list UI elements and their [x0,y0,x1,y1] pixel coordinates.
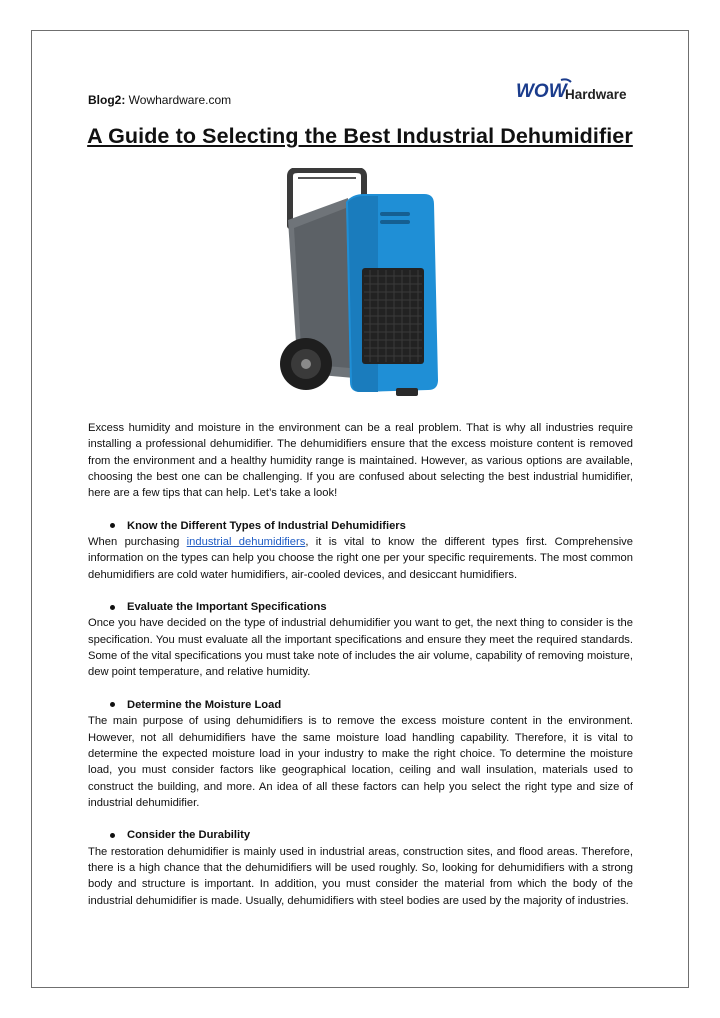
article-content [88,420,633,909]
industrial-dehumidifiers-link[interactable]: industrial dehumidifiers [186,536,306,549]
section-durability [88,827,633,909]
section-types [88,518,633,583]
section-heading [88,697,633,713]
bullet-icon [110,605,115,610]
section-heading-text: Determine the Moisture Load [127,698,282,711]
blog-line [88,93,231,107]
blog-label: Blog2: [88,93,126,107]
section-heading [88,518,633,534]
section-heading [88,599,633,615]
bullet-icon [110,833,115,838]
section-heading-text: Know the Different Types of Industrial Dehumidifiers [127,519,406,532]
intro-paragraph: Excess humidity and moisture in the environment can be a real problem. That is why all industries require installing a professional dehumidifier. The dehumidifiers ensure that the excess moisture content is removed from the environment and a healthy humidity range is maintained. However, as various options are available, choosing the best one can be challenging. If you are confused about selecting the best industrial humidifier, here are a few tips that can help. Let’s take a look! [88,422,633,500]
logo-text-secondary: Hardware [565,87,627,102]
body-text-after-link: , it is vital to know the different types first. Comprehensive information on the types can help you choose the right one per your specific requirements. The most common dehumidifiers are cold water humidifiers, air-cooled devices, and desiccant humidifiers. [88,536,633,581]
bullet-icon [110,523,115,528]
section-heading-text: Evaluate the Important Specifications [127,601,327,614]
body-text-before-link: When purchasing [88,536,187,549]
logo-text-primary: WOW [516,81,567,102]
page-title: A Guide to Selecting the Best Industrial Dehumidifier [87,124,633,148]
section-heading-text: Consider the Durability [127,829,251,842]
section-specifications [88,599,633,681]
section-moisture-load [88,697,633,811]
dehumidifier-image [268,168,448,400]
section-body [88,534,633,583]
section-body: Once you have decided on the type of industrial dehumidifier you want to get, the next thing to consider is the specification. You must evaluate all the important specifications and ensure they meet the required standards. Some of the vital specifications you must take note of includes the air volume, capability of removing moisture, dew point temperature, and relative humidity. [88,617,633,679]
section-body: The restoration dehumidifier is mainly used in industrial areas, construction sites, and flood areas. Therefore, there is a high chance that the dehumidifiers will be used roughly. So, looking for dehumidifiers with a strong body and structure is important. In addition, you must consider the material from which the body of the industrial dehumidifier is made. Usually, dehumidifiers with steel bodies are used by the majority of industries. [88,845,633,907]
wow-hardware-logo [515,77,633,105]
section-heading [88,827,633,843]
section-body: The main purpose of using dehumidifiers is to remove the excess moisture content in the environment. However, not all dehumidifiers have the same moisture load handling capability. Therefore, it is vital to determine the expected moisture load in your industry to make the right choice. To determine the moisture load, you must consider factors like geographical location, ceiling and wall insulation, materials used to construct the building, and more. An idea of all these factors can help you select the right type and size of industrial dehumidifier. [88,715,633,809]
bullet-icon [110,702,115,707]
blog-site: Wowhardware.com [125,93,232,107]
